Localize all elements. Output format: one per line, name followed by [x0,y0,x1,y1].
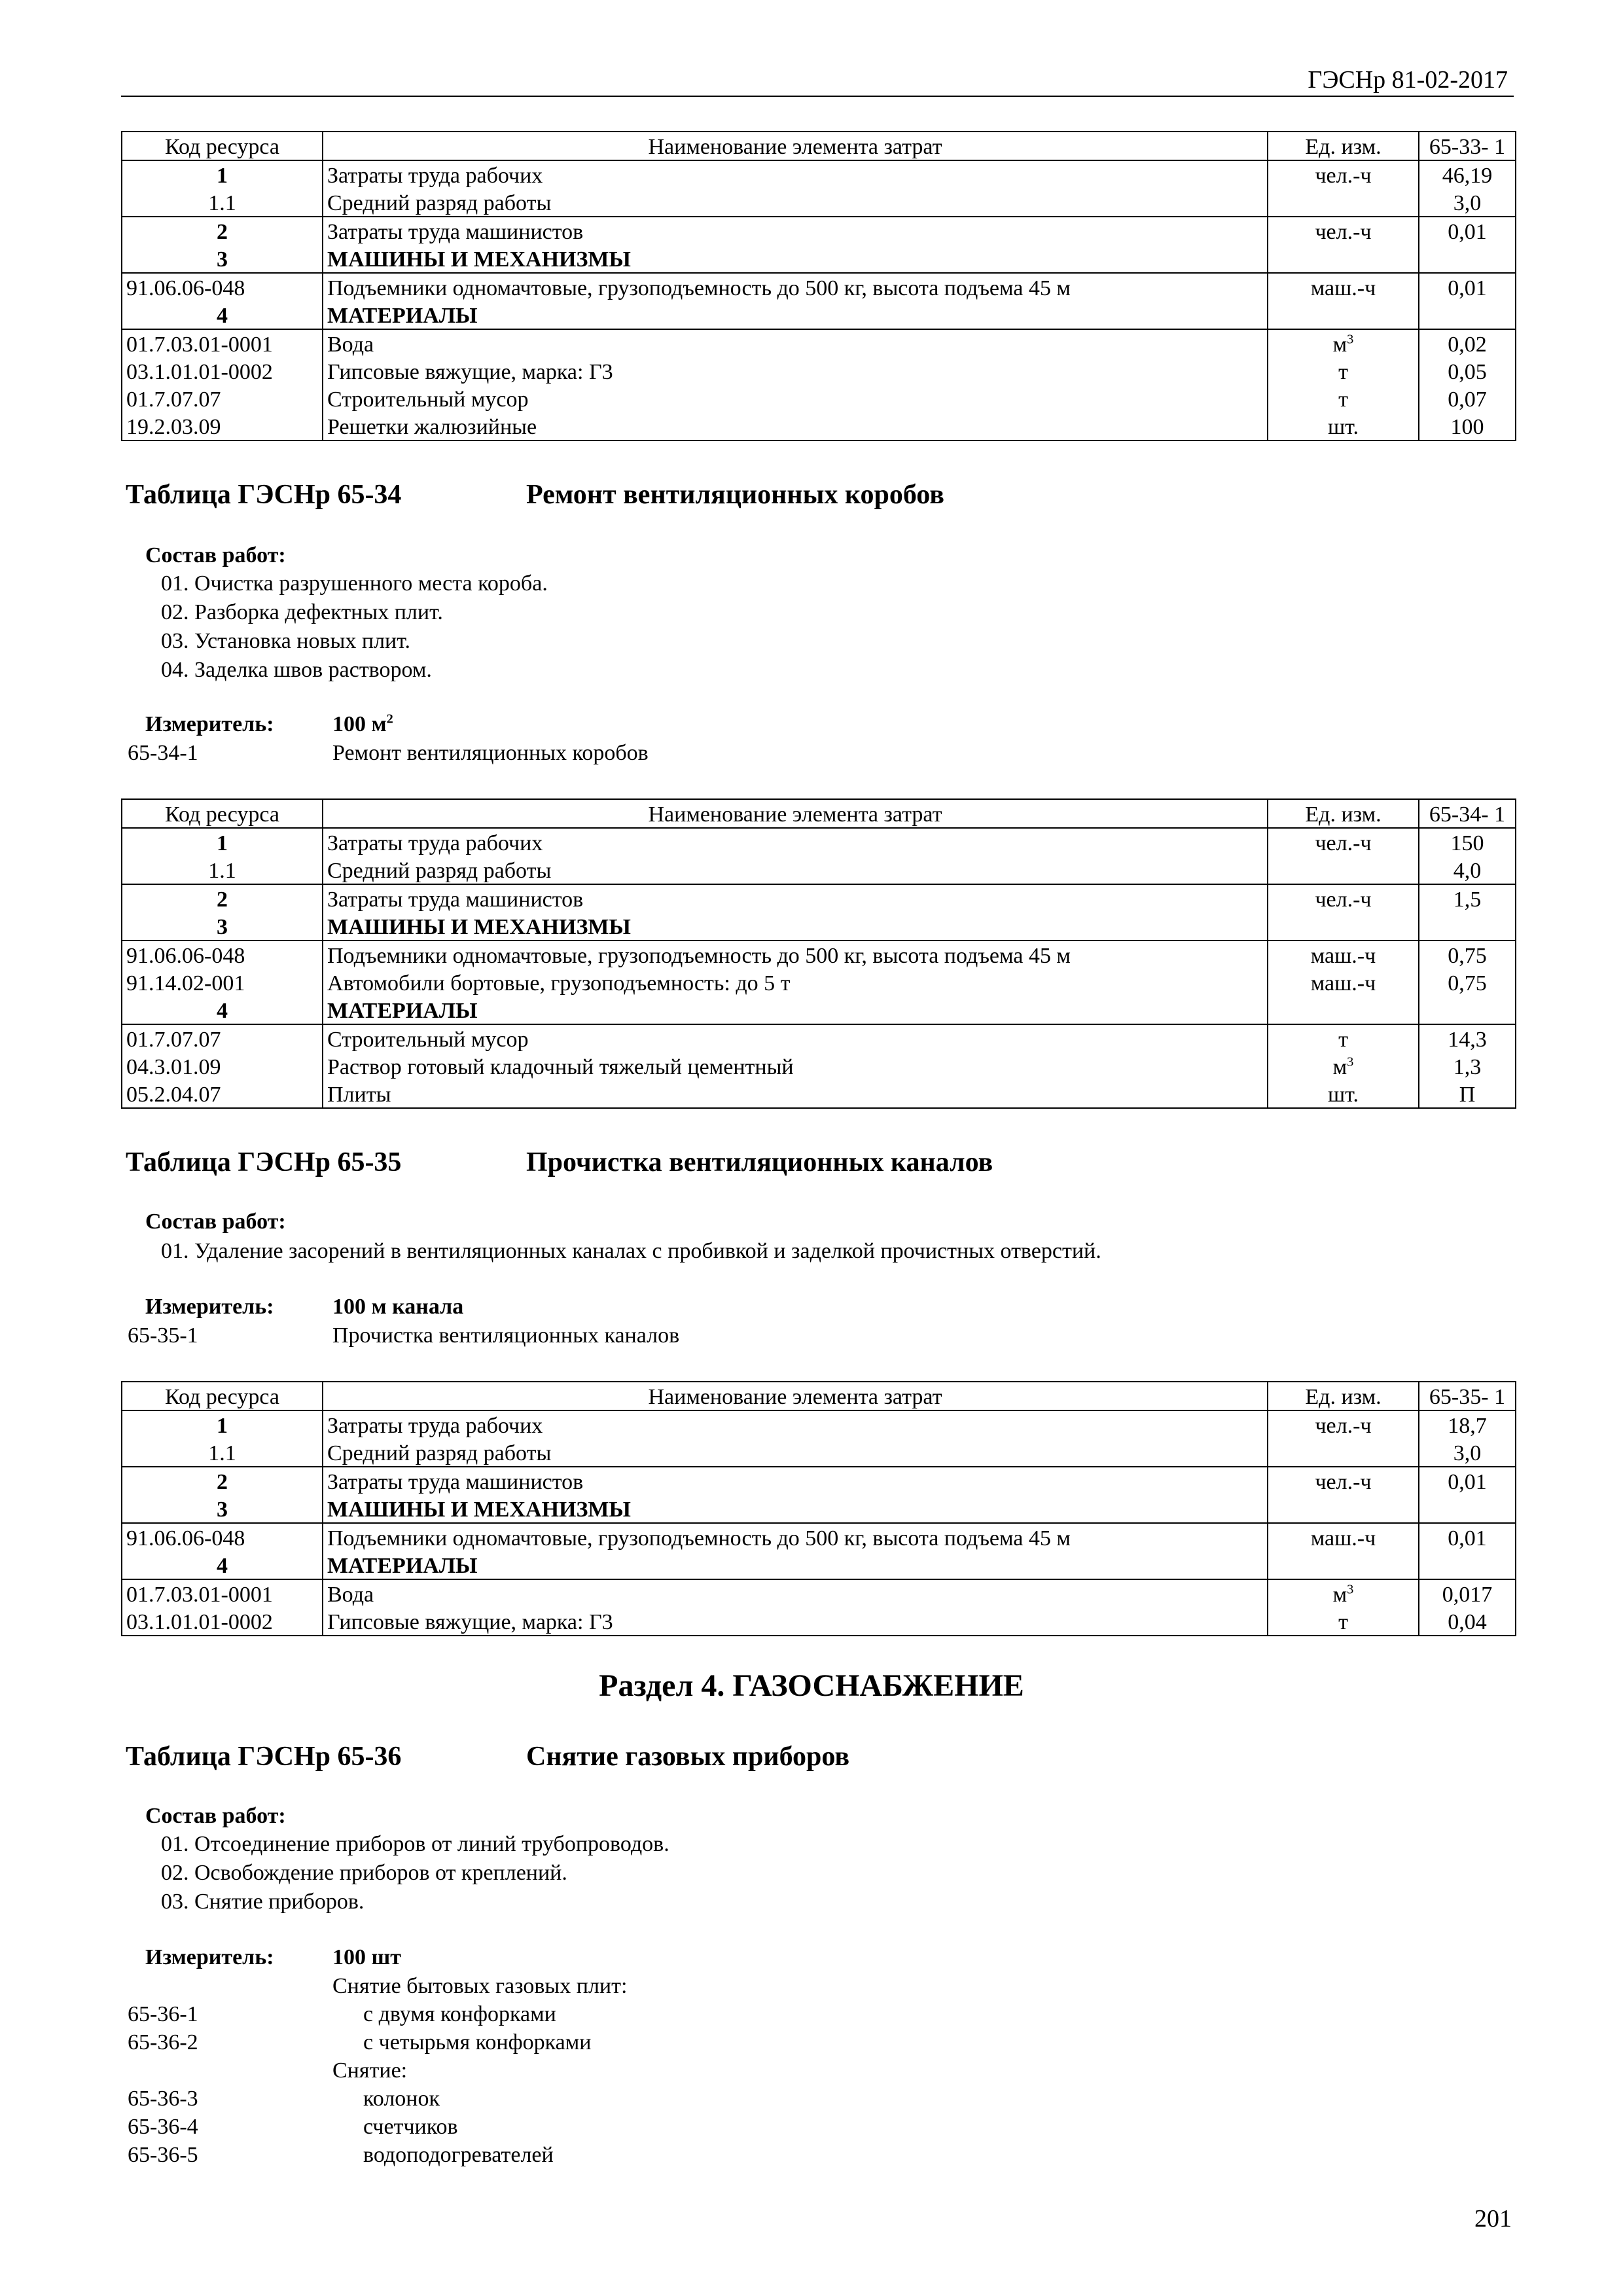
resource-unit [1268,856,1419,884]
resource-name: Затраты труда машинистов [323,1467,1268,1495]
item-row [128,2058,1371,2087]
table-row [122,1052,1516,1080]
table-title: Ремонт вентиляционных коробов [526,480,944,510]
resource-value [1419,245,1516,273]
unit-text: маш.-ч [1310,1526,1376,1551]
resource-unit [1268,329,1419,357]
resource-code: 2 [122,1467,323,1495]
unit-sup: 3 [1347,332,1354,347]
table-row [122,329,1516,357]
resource-code: 19.2.03.09 [122,412,323,440]
table-label: Таблица ГЭСНр 65-34 [126,480,402,510]
unit-text: м [1332,1583,1347,1607]
resource-code: 1.1 [122,1439,323,1467]
resource-code: 1 [122,1410,323,1439]
resource-unit [1268,996,1419,1024]
resource-name: МАТЕРИАЛЫ [323,1551,1268,1579]
resource-name: МАТЕРИАЛЫ [323,996,1268,1024]
resource-value: 1,5 [1419,884,1516,912]
table-row [122,884,1516,912]
unit-text: чел.-ч [1315,831,1372,855]
unit-text: маш.-ч [1310,971,1376,996]
table-row [122,828,1516,856]
resource-unit [1268,1410,1419,1439]
col-header-name: Наименование элемента затрат [323,1382,1268,1410]
resource-value: 0,01 [1419,217,1516,245]
resource-value: 0,75 [1419,969,1516,996]
resource-value: 100 [1419,412,1516,440]
resource-value: 0,75 [1419,941,1516,969]
table-row [122,301,1516,329]
resource-value [1419,996,1516,1024]
resource-unit [1268,941,1419,969]
resource-unit [1268,188,1419,217]
table-row [122,217,1516,245]
item-name: Ремонт вентиляционных коробов [332,741,649,765]
resource-value [1419,1551,1516,1579]
resource-name: Подъемники одномачтовые, грузоподъемность до 500 кг, высота подъема 45 м [323,1523,1268,1551]
col-header-code: Код ресурса [122,132,323,160]
unit-text: м [1332,332,1347,357]
table-row [122,273,1516,301]
table-row [122,1495,1516,1523]
resource-name: Затраты труда машинистов [323,217,1268,245]
resource-unit [1268,1052,1419,1080]
resource-value: 0,017 [1419,1579,1516,1607]
resource-code: 05.2.04.07 [122,1080,323,1108]
composition-heading: Состав работ: [145,543,286,567]
table-row [122,1410,1516,1439]
resource-unit [1268,1080,1419,1108]
resource-code: 03.1.01.01-0002 [122,357,323,385]
item-row [128,2087,1371,2115]
resource-name: Гипсовые вяжущие, марка: Г3 [323,357,1268,385]
resource-unit [1268,1551,1419,1579]
table-row [122,1523,1516,1551]
item-code: 65-36-3 [128,2087,198,2111]
resource-value [1419,301,1516,329]
item-row [128,2143,1371,2172]
table-row [122,1579,1516,1607]
table-row [122,188,1516,217]
table-row [122,1024,1516,1052]
resource-name: МАТЕРИАЛЫ [323,301,1268,329]
resource-name: Автомобили бортовые, грузоподъемность: до 5 т [323,969,1268,996]
unit-text: шт. [1328,415,1359,439]
resource-name: Средний разряд работы [323,856,1268,884]
resource-code: 01.7.07.07 [122,1024,323,1052]
item-name: Снятие: [332,2058,408,2083]
composition-item: 03. Установка новых плит. [161,629,411,653]
resource-name: Строительный мусор [323,1024,1268,1052]
resource-code: 01.7.07.07 [122,385,323,412]
resource-name: Вода [323,329,1268,357]
table-row [122,160,1516,188]
table-label: Таблица ГЭСНр 65-35 [126,1147,402,1177]
table-row [122,412,1516,440]
header-rule [121,96,1514,97]
resource-value: 3,0 [1419,188,1516,217]
col-header-unit: Ед. изм. [1268,1382,1419,1410]
resource-code: 04.3.01.09 [122,1052,323,1080]
col-header-code: Код ресурса [122,799,323,828]
resource-value: П [1419,1080,1516,1108]
table-title: Снятие газовых приборов [526,1742,850,1772]
table-row [122,1467,1516,1495]
table-row [122,856,1516,884]
table-title: Прочистка вентиляционных каналов [526,1147,993,1177]
resource-name: Вода [323,1579,1268,1607]
resource-code: 1 [122,160,323,188]
composition-item: 02. Освобождение приборов от креплений. [161,1861,567,1885]
resource-unit [1268,357,1419,385]
resource-code: 2 [122,217,323,245]
col-header-name: Наименование элемента затрат [323,799,1268,828]
page-number: 201 [1474,2205,1512,2233]
resource-unit [1268,1024,1419,1052]
resource-name: Подъемники одномачтовые, грузоподъемность до 500 кг, высота подъема 45 м [323,273,1268,301]
item-row [128,2030,1371,2059]
unit-text: шт. [1328,1083,1359,1107]
resource-code: 91.06.06-048 [122,941,323,969]
resource-unit [1268,1523,1419,1551]
resource-unit [1268,385,1419,412]
resource-code: 91.06.06-048 [122,273,323,301]
table-heading-65-34 [126,479,944,511]
resource-code: 3 [122,245,323,273]
resource-unit [1268,828,1419,856]
resource-value: 0,02 [1419,329,1516,357]
resource-value: 14,3 [1419,1024,1516,1052]
measure-label: Измеритель: [145,712,274,736]
resource-value [1419,1495,1516,1523]
resource-value: 0,01 [1419,1467,1516,1495]
resource-code: 1.1 [122,188,323,217]
resource-code: 01.7.03.01-0001 [122,1579,323,1607]
measure-unit [332,712,393,737]
item-name: с двумя конфорками [363,2002,556,2026]
item-code: 65-36-4 [128,2115,198,2139]
col-header-norm-id: 65-33- 1 [1419,132,1516,160]
item-row [128,741,1371,770]
resource-code: 91.06.06-048 [122,1523,323,1551]
resource-value: 3,0 [1419,1439,1516,1467]
col-header-norm-id: 65-35- 1 [1419,1382,1516,1410]
item-code: 65-34-1 [128,741,198,765]
section-title: Раздел 4. ГАЗОСНАБЖЕНИЕ [599,1668,1024,1703]
table-row [122,245,1516,273]
resource-value: 18,7 [1419,1410,1516,1439]
resource-table-65-34 [121,798,1516,1109]
unit-text: т [1338,387,1348,412]
unit-text: чел.-ч [1315,164,1372,188]
item-row [128,2002,1371,2031]
measure-label: Измеритель: [145,1295,274,1319]
col-header-name: Наименование элемента затрат [323,132,1268,160]
unit-text: т [1338,360,1348,384]
resource-code: 1.1 [122,856,323,884]
resource-unit [1268,1579,1419,1607]
item-name: колонок [363,2087,440,2111]
resource-code: 1 [122,828,323,856]
resource-code: 2 [122,884,323,912]
resource-name: Строительный мусор [323,385,1268,412]
unit-text: маш.-ч [1310,276,1376,300]
item-code: 65-35-1 [128,1323,198,1348]
table-row [122,357,1516,385]
composition-list [161,1830,669,1916]
resource-name: Подъемники одномачтовые, грузоподъемность до 500 кг, высота подъема 45 м [323,941,1268,969]
item-name: водоподогревателей [363,2143,554,2167]
resource-name: МАШИНЫ И МЕХАНИЗМЫ [323,245,1268,273]
item-code: 65-36-2 [128,2030,198,2054]
col-header-norm-id: 65-34- 1 [1419,799,1516,828]
unit-text: чел.-ч [1315,220,1372,244]
item-row [128,1323,1371,1352]
table-row [122,1607,1516,1636]
resource-unit [1268,301,1419,329]
unit-text: т [1338,1028,1348,1052]
col-header-unit: Ед. изм. [1268,799,1419,828]
resource-code: 4 [122,301,323,329]
resource-name: Плиты [323,1080,1268,1108]
resource-value: 0,01 [1419,273,1516,301]
item-name: Снятие бытовых газовых плит: [332,1974,628,1998]
item-row [128,2115,1371,2144]
unit-text: чел.-ч [1315,1414,1372,1438]
resource-name: МАШИНЫ И МЕХАНИЗМЫ [323,912,1268,941]
table-row [122,941,1516,969]
table-row [122,912,1516,941]
resource-name: МАШИНЫ И МЕХАНИЗМЫ [323,1495,1268,1523]
resource-name: Затраты труда машинистов [323,884,1268,912]
unit-text: маш.-ч [1310,944,1376,968]
document-code: ГЭСНр 81-02-2017 [1308,66,1508,94]
resource-value: 46,19 [1419,160,1516,188]
resource-name: Затраты труда рабочих [323,1410,1268,1439]
resource-value: 1,3 [1419,1052,1516,1080]
resource-value: 0,07 [1419,385,1516,412]
unit-text: т [1338,1610,1348,1634]
resource-name: Средний разряд работы [323,188,1268,217]
resource-unit [1268,912,1419,941]
unit-text: чел.-ч [1315,888,1372,912]
resource-unit [1268,884,1419,912]
composition-item: 01. Отсоединение приборов от линий трубопроводов. [161,1832,669,1856]
resource-value: 0,04 [1419,1607,1516,1636]
unit-sup: 3 [1347,1582,1354,1597]
table-row [122,969,1516,996]
resource-value [1419,912,1516,941]
resource-unit [1268,273,1419,301]
resource-table-65-33 [121,131,1516,441]
resource-code: 03.1.01.01-0002 [122,1607,323,1636]
composition-item: 01. Очистка разрушенного места короба. [161,571,548,596]
resource-unit [1268,245,1419,273]
measure-unit-sup: 2 [386,711,393,726]
composition-list [161,569,548,685]
resource-unit [1268,412,1419,440]
table-row [122,1439,1516,1467]
unit-text: м [1332,1055,1347,1079]
composition-item: 02. Разборка дефектных плит. [161,600,443,624]
resource-unit [1268,1467,1419,1495]
resource-name: Затраты труда рабочих [323,160,1268,188]
measure-unit: 100 м канала [332,1295,464,1319]
table-row [122,1551,1516,1579]
table-label: Таблица ГЭСНр 65-36 [126,1742,402,1772]
measure-label: Измеритель: [145,1945,274,1969]
table-row [122,385,1516,412]
resource-name: Средний разряд работы [323,1439,1268,1467]
resource-unit [1268,1439,1419,1467]
item-name: с четырьмя конфорками [363,2030,592,2054]
col-header-unit: Ед. изм. [1268,132,1419,160]
item-code: 65-36-5 [128,2143,198,2167]
resource-value: 0,05 [1419,357,1516,385]
item-name: Прочистка вентиляционных каналов [332,1323,680,1348]
resource-unit [1268,217,1419,245]
composition-list [161,1237,1101,1266]
table-row [122,1080,1516,1108]
composition-item: 03. Снятие приборов. [161,1890,365,1914]
composition-heading: Состав работ: [145,1210,286,1234]
resource-unit [1268,160,1419,188]
composition-heading: Состав работ: [145,1804,286,1828]
measure-unit: 100 шт [332,1945,401,1969]
resource-name: Раствор готовый кладочный тяжелый цементный [323,1052,1268,1080]
item-name: счетчиков [363,2115,458,2139]
resource-code: 4 [122,1551,323,1579]
resource-code: 3 [122,912,323,941]
composition-item: 01. Удаление засорений в вентиляционных каналах с пробивкой и заделкой прочистных отверстий. [161,1239,1101,1263]
resource-code: 91.14.02-001 [122,969,323,996]
resource-value: 4,0 [1419,856,1516,884]
table-heading-65-35 [126,1147,993,1178]
resource-name: Гипсовые вяжущие, марка: Г3 [323,1607,1268,1636]
resource-code: 4 [122,996,323,1024]
resource-name: Решетки жалюзийные [323,412,1268,440]
item-code: 65-36-1 [128,2002,198,2026]
table-heading-65-36 [126,1741,850,1772]
unit-sup: 3 [1347,1054,1354,1069]
item-row [128,1974,1371,2003]
resource-value: 0,01 [1419,1523,1516,1551]
col-header-code: Код ресурса [122,1382,323,1410]
resource-code: 01.7.03.01-0001 [122,329,323,357]
unit-text: чел.-ч [1315,1470,1372,1494]
resource-table-65-35 [121,1381,1516,1636]
composition-item: 04. Заделка швов раствором. [161,658,432,682]
resource-name: Затраты труда рабочих [323,828,1268,856]
resource-unit [1268,1607,1419,1636]
resource-unit [1268,969,1419,996]
table-row [122,996,1516,1024]
resource-code: 3 [122,1495,323,1523]
resource-value: 150 [1419,828,1516,856]
measure-unit-text: 100 м [332,712,387,736]
resource-unit [1268,1495,1419,1523]
